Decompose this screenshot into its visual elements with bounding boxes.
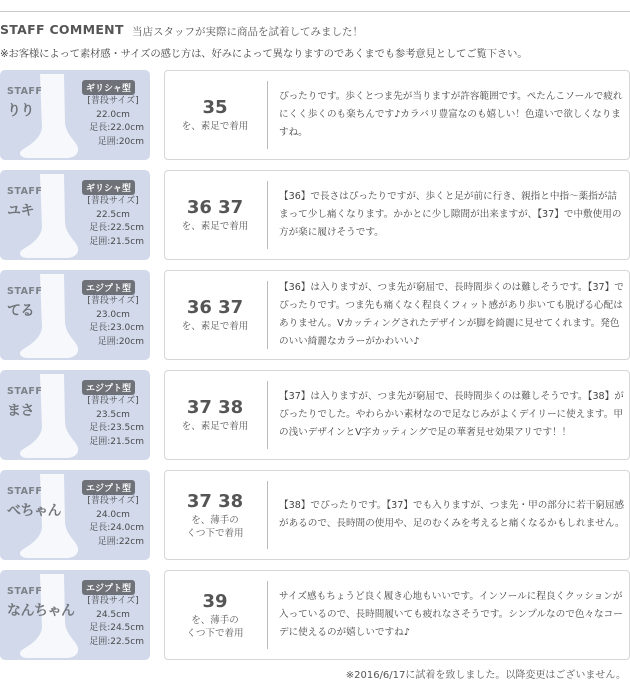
comment-card — [164, 570, 630, 660]
width-value: 20cm — [118, 136, 144, 147]
width-value: 22cm — [118, 536, 144, 547]
comment-text: 【37】は入りますが、つま先が窮屈で、長時間歩くのは難しそうです。【38】がぴったりでした。やわらかい素材なので足なじみがよくデイリーに使えます。甲の浅いデザインとV字カッティングで足の華奢見せ効果アリです！！ — [279, 391, 624, 438]
usual-size-value: 23.5cm — [96, 409, 130, 420]
staff-label: STAFF — [7, 186, 43, 197]
tried-size-number: 39 — [202, 590, 228, 612]
staff-row-1 — [0, 70, 630, 160]
header-divider — [0, 11, 630, 12]
foot-width — [82, 136, 144, 150]
tried-size — [165, 371, 265, 459]
foot-width — [82, 536, 144, 550]
length-value: 22.5cm — [110, 223, 144, 233]
staff-profile — [0, 470, 150, 560]
foot-specs — [82, 595, 144, 649]
foot-type-badge: エジプト型 — [82, 280, 135, 295]
tried-size-note: を、素足で着用 — [181, 321, 249, 332]
foot-specs — [82, 95, 144, 149]
foot-width — [82, 236, 144, 250]
staff-comment — [279, 271, 625, 359]
width-label: 足囲: — [97, 536, 119, 547]
width-value: 22.5cm — [110, 636, 144, 647]
staff-row-2 — [0, 170, 630, 260]
staff-name: ユキ — [7, 203, 34, 219]
staff-label: STAFF — [7, 486, 43, 497]
usual-size-label: [普段サイズ] — [87, 196, 139, 206]
comment-text: 【36】で長さはぴったりですが、歩くと足が前に行き、親指と中指～薬指が詰まって少し痛くなります。かかとに少し隙間が出来ますが、【37】で中敷使用の方が楽に履けそうです。 — [279, 191, 622, 238]
foot-length — [82, 522, 144, 536]
length-label: 足長: — [89, 123, 111, 133]
length-value: 23.5cm — [110, 423, 144, 433]
length-label: 足長: — [89, 323, 111, 333]
foot-length — [82, 322, 144, 336]
comment-text: 【38】でぴったりです。【37】でも入りますが、つま先・甲の部分に若干窮屈感があるので、長時間の使用や、足のむくみを考えると痛くなるかもしれません。 — [279, 500, 625, 529]
staff-name: なんちゃん — [7, 603, 75, 619]
foot-specs — [82, 195, 144, 249]
width-label: 足囲: — [97, 136, 119, 147]
comment-card — [164, 170, 630, 260]
comment-card — [164, 470, 630, 560]
foot-width — [82, 336, 144, 350]
staff-label: STAFF — [7, 586, 43, 597]
tried-size-number: 36 37 — [186, 297, 244, 318]
tried-size — [165, 571, 265, 659]
tried-size — [165, 471, 265, 559]
tried-size-note: を、素足で着用 — [181, 121, 249, 132]
usual-size-label: [普段サイズ] — [87, 396, 139, 406]
comment-card — [164, 370, 630, 460]
width-value: 21.5cm — [110, 436, 144, 447]
usual-size-value: 22.5cm — [96, 209, 130, 220]
staff-row-5 — [0, 470, 630, 560]
usual-size-label: [普段サイズ] — [87, 96, 139, 106]
tried-size — [165, 271, 265, 359]
width-label: 足囲: — [89, 236, 111, 247]
card-divider — [267, 481, 268, 549]
tried-size — [165, 71, 265, 159]
tried-size-note: を、薄手の くつ下で着用 — [186, 514, 244, 539]
length-value: 24.5cm — [110, 623, 144, 633]
tried-size-number: 37 38 — [186, 490, 244, 512]
length-value: 24.0cm — [110, 523, 144, 533]
card-divider — [267, 581, 268, 649]
staff-comment — [279, 71, 625, 159]
card-divider — [267, 281, 268, 349]
staff-profile — [0, 570, 150, 660]
comment-card — [164, 70, 630, 160]
section-title: STAFF COMMENT — [0, 22, 124, 37]
comment-text: 【36】は入りますが、つま先が窮屈で、長時間歩くのは難しそうです。【37】でぴったりです。つま先も痛くなく程良くフィット感があり歩いても脱げる心配はありません。Vカッティングされたデザインが脚を綺麗に見せてくれます。発色のいい綺麗なカラーがかわいい♪ — [279, 282, 624, 347]
length-label: 足長: — [89, 223, 111, 233]
foot-specs — [82, 295, 144, 349]
comment-text: サイズ感もちょうど良く履き心地もいいです。インソールに程良くクッションが入っているので、長時間履いても疲れなさそうです。シンプルなので色々なコーデに使えるのが嬉しいですね♪ — [279, 591, 623, 638]
foot-specs — [82, 395, 144, 449]
usual-size-label: [普段サイズ] — [87, 296, 139, 306]
foot-type-badge: ギリシャ型 — [82, 180, 135, 195]
card-divider — [267, 81, 268, 149]
staff-profile — [0, 270, 150, 360]
card-divider — [267, 181, 268, 249]
length-value: 22.0cm — [110, 123, 144, 133]
foot-length — [82, 622, 144, 636]
staff-name: てる — [7, 303, 34, 319]
width-value: 21.5cm — [110, 236, 144, 247]
tried-size-note: を、素足で着用 — [181, 221, 249, 232]
length-label: 足長: — [89, 623, 111, 633]
usual-size-label: [普段サイズ] — [87, 596, 139, 606]
usual-size-label: [普段サイズ] — [87, 496, 139, 506]
length-value: 23.0cm — [110, 323, 144, 333]
staff-label: STAFF — [7, 86, 43, 97]
tried-size-note: を、薄手の くつ下で着用 — [186, 614, 244, 639]
usual-size-value: 23.0cm — [96, 309, 130, 320]
staff-comment — [279, 571, 625, 659]
tried-size-number: 36 37 — [186, 197, 244, 218]
usual-size-value: 22.0cm — [96, 109, 130, 120]
staff-name: べちゃん — [7, 503, 61, 519]
tried-size-number: 37 38 — [186, 397, 244, 418]
comment-card — [164, 270, 630, 360]
comment-text: ぴったりです。歩くとつま先が当りますが許容範囲です。ぺたんこソールで疲れにくく歩くのも楽ちんです♪カラバリ豊富なのも嬉しい！色違いで欲しくなりますね。 — [279, 91, 623, 138]
card-divider — [267, 381, 268, 449]
staff-name: まさ — [7, 403, 34, 419]
staff-row-6 — [0, 570, 630, 660]
foot-type-badge: ギリシャ型 — [82, 80, 135, 95]
length-label: 足長: — [89, 423, 111, 433]
staff-comment — [279, 471, 625, 559]
tried-size-note: を、素足で着用 — [181, 421, 249, 432]
foot-width — [82, 636, 144, 650]
staff-name: りり — [7, 103, 34, 119]
disclaimer-note: ※お客様によって素材感・サイズの感じ方は、好みによって異なりますのであくまでも参考意見としてご覧下さい。 — [0, 48, 528, 60]
staff-profile — [0, 70, 150, 160]
staff-profile — [0, 170, 150, 260]
length-label: 足長: — [89, 523, 111, 533]
section-description: 当店スタッフが実際に商品を試着してみました！ — [132, 26, 363, 38]
tried-size-number: 35 — [202, 97, 228, 118]
staff-row-3 — [0, 270, 630, 360]
width-label: 足囲: — [89, 636, 111, 647]
foot-type-badge: エジプト型 — [82, 580, 135, 595]
usual-size-value: 24.0cm — [96, 509, 130, 520]
foot-type-badge: エジプト型 — [82, 480, 135, 495]
staff-comment — [279, 371, 625, 459]
foot-width — [82, 436, 144, 450]
staff-profile — [0, 370, 150, 460]
foot-length — [82, 122, 144, 136]
width-label: 足囲: — [89, 436, 111, 447]
staff-label: STAFF — [7, 286, 43, 297]
footer-note: ※2016/6/17に試着を致しました。以降変更はございません。 — [345, 670, 626, 681]
foot-length — [82, 222, 144, 236]
foot-specs — [82, 495, 144, 549]
foot-type-badge: エジプト型 — [82, 380, 135, 395]
foot-length — [82, 422, 144, 436]
width-label: 足囲: — [97, 336, 119, 347]
staff-row-4 — [0, 370, 630, 460]
usual-size-value: 24.5cm — [96, 609, 130, 620]
staff-comment — [279, 171, 625, 259]
width-value: 20cm — [118, 336, 144, 347]
staff-label: STAFF — [7, 386, 43, 397]
tried-size — [165, 171, 265, 259]
